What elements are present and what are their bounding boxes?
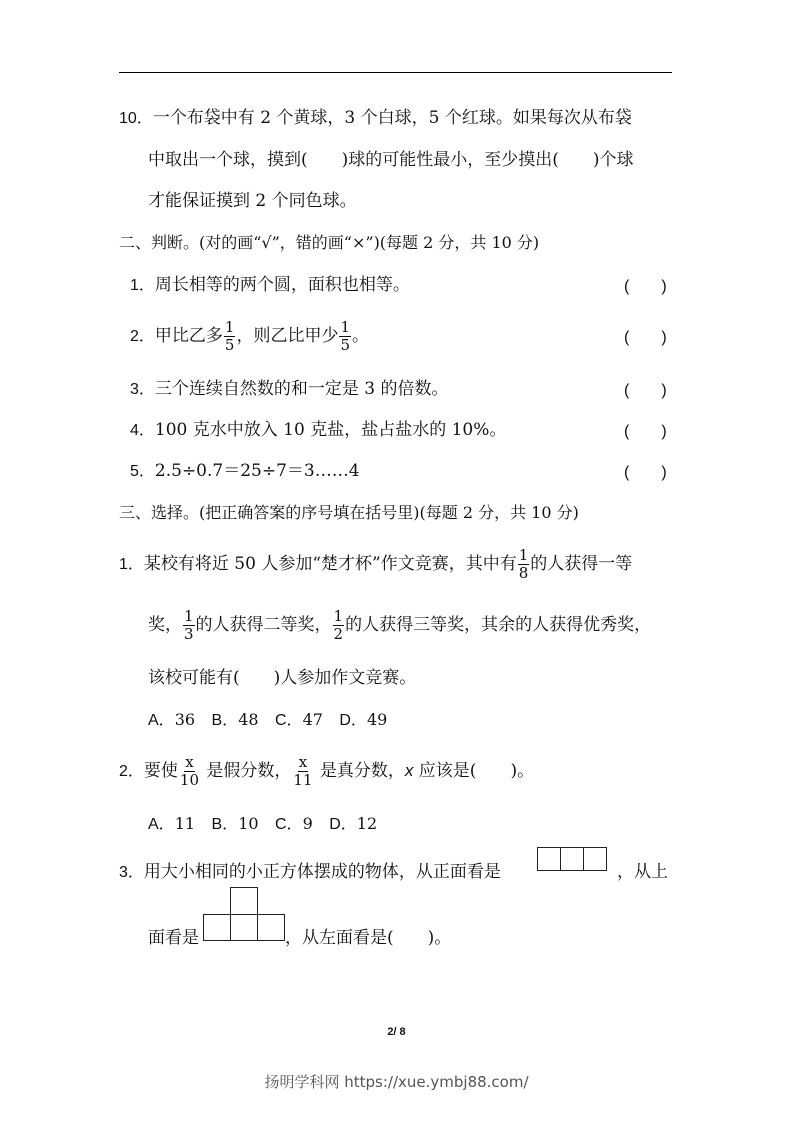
choice-text: 的人获得三等奖，其余的人获得优秀奖，	[345, 615, 652, 635]
answer-paren: ( )	[624, 423, 667, 440]
choice-text: 要使	[143, 761, 178, 781]
option-label: B．	[211, 816, 239, 833]
judge-item-2	[130, 317, 369, 356]
answer-paren: ( )	[624, 382, 667, 399]
option-d[interactable]	[339, 712, 391, 729]
q10-line2: 中取出一个球，摸到( )球的可能性最小，至少摸出( )个球	[148, 150, 634, 170]
option-label: B．	[211, 712, 239, 729]
answer-paren: ( )	[624, 464, 667, 481]
fraction	[339, 319, 351, 354]
fraction-numerator: 1	[224, 318, 235, 336]
q10-line1	[119, 106, 632, 131]
judge-item-text: 100 克水中放入 10 克盐，盐占盐水的 10%。	[154, 420, 507, 440]
cube-face	[230, 887, 258, 915]
option-label: A．	[148, 712, 175, 729]
choice-text: 的人获得二等奖，	[195, 615, 332, 635]
option-value: 36	[174, 710, 196, 729]
choice-number: 3．	[119, 864, 144, 881]
choice-q2-options	[148, 812, 389, 837]
choice-number: 2．	[119, 763, 144, 780]
choice-number: 1．	[119, 556, 144, 573]
choice-q1-line2	[148, 606, 651, 644]
judge-item-text: 2.5÷0.7＝25÷7＝3……4	[154, 461, 360, 481]
choice-text: 用大小相同的小正方体摆成的物体，从正面看是	[143, 862, 501, 882]
cube-face	[230, 914, 258, 941]
option-c[interactable]	[275, 816, 317, 833]
judge-item-number: 5．	[130, 463, 155, 480]
option-value: 48	[238, 710, 259, 729]
fraction-numerator: 1	[333, 607, 344, 625]
answer-paren: ( )	[624, 329, 667, 346]
footer-watermark: 扬明学科网 https://xue.ymbj88.com/	[264, 1073, 529, 1091]
fraction	[183, 608, 195, 643]
option-label: C．	[275, 712, 303, 729]
judge-item-number: 4．	[130, 422, 155, 439]
option-value: 9	[302, 814, 313, 833]
choice-q1-options	[148, 708, 399, 733]
judge-item-text: ，则乙比甲少	[236, 326, 339, 346]
judge-item-number: 2．	[130, 328, 155, 345]
cube-face	[203, 914, 231, 941]
choice-q3-line2: 面看是	[148, 928, 199, 948]
option-a[interactable]	[148, 712, 199, 729]
fraction	[224, 319, 236, 354]
option-value: 10	[238, 814, 259, 833]
option-a[interactable]	[148, 816, 199, 833]
choice-text: 应该是( )。	[413, 761, 535, 781]
choice-text: 奖，	[148, 615, 182, 635]
choice-q1-line1	[119, 545, 632, 584]
judge-item-text: 三个连续自然数的和一定是 3 的倍数。	[154, 379, 449, 399]
cube-face	[583, 847, 607, 871]
fraction-numerator: x	[185, 753, 194, 771]
choice-text: 的人获得一等	[530, 554, 633, 574]
fraction	[292, 754, 313, 789]
option-d[interactable]	[329, 816, 381, 833]
cube-face	[537, 847, 561, 871]
choice-text: 某校有将近 50 人参加“楚才杯”作文竞赛，其中有	[143, 554, 517, 574]
judge-item-4	[130, 418, 506, 443]
option-b[interactable]	[212, 712, 263, 729]
fraction-denominator: 8	[518, 564, 529, 582]
answer-paren: ( )	[624, 278, 667, 295]
fraction	[518, 547, 530, 582]
top-view-figure	[203, 887, 283, 941]
option-value: 49	[366, 710, 388, 729]
option-value: 47	[302, 710, 323, 729]
judge-item-number: 3．	[130, 381, 155, 398]
choice-q3-line1	[119, 860, 501, 885]
fraction-numerator: x	[298, 753, 308, 771]
choice-q3-text: ，从左面看是( )。	[285, 928, 452, 948]
choice-text: 是真分数，	[314, 761, 405, 781]
q10-number: 10．	[119, 110, 153, 127]
judge-item-text: 甲比乙多	[154, 326, 223, 346]
option-label: C．	[275, 816, 303, 833]
fraction-denominator: 2	[333, 625, 344, 643]
fraction-numerator: 1	[184, 607, 194, 625]
judge-item-number: 1．	[130, 277, 155, 294]
judge-item-5	[130, 459, 360, 484]
front-view-figure	[537, 847, 607, 875]
option-label: D．	[339, 712, 367, 729]
fraction-denominator: 5	[224, 336, 235, 354]
option-value: 11	[174, 814, 196, 833]
variable-x: x	[404, 761, 414, 780]
section2-heading: 二、判断。(对的画“√”，错的画“×”)(每题 2 分，共 10 分)	[119, 233, 540, 252]
page-number: 2/ 8	[387, 1026, 406, 1038]
fraction-numerator: 1	[340, 318, 350, 336]
fraction-denominator: 11	[293, 771, 313, 789]
choice-q3-text: ，从上	[617, 862, 668, 882]
judge-item-text: 。	[352, 326, 369, 346]
cube-face	[257, 914, 285, 941]
judge-item-3	[130, 377, 449, 402]
fraction-denominator: 3	[184, 625, 194, 643]
q10-line3: 才能保证摸到 2 个同色球。	[148, 191, 357, 211]
choice-q2-line1	[119, 752, 534, 791]
fraction	[333, 608, 345, 643]
fraction-numerator: 1	[518, 546, 529, 564]
fraction-denominator: 10	[179, 771, 199, 789]
judge-item-1	[130, 273, 410, 298]
option-c[interactable]	[275, 712, 327, 729]
section3-heading: 三、选择。(把正确答案的序号填在括号里)(每题 2 分，共 10 分)	[119, 503, 579, 522]
judge-item-text: 周长相等的两个圆，面积也相等。	[154, 275, 410, 295]
option-value: 12	[356, 814, 378, 833]
choice-text: 是假分数，	[201, 761, 292, 781]
option-b[interactable]	[212, 816, 263, 833]
q10-text-1: 一个布袋中有 2 个黄球，3 个白球，5 个红球。如果每次从布袋	[152, 108, 632, 128]
top-rule	[119, 72, 672, 73]
cube-face	[560, 847, 584, 871]
fraction	[179, 754, 200, 789]
option-label: A．	[148, 816, 175, 833]
option-label: D．	[329, 816, 357, 833]
fraction-denominator: 5	[340, 336, 350, 354]
choice-q1-line3: 该校可能有( )人参加作文竞赛。	[148, 668, 417, 688]
